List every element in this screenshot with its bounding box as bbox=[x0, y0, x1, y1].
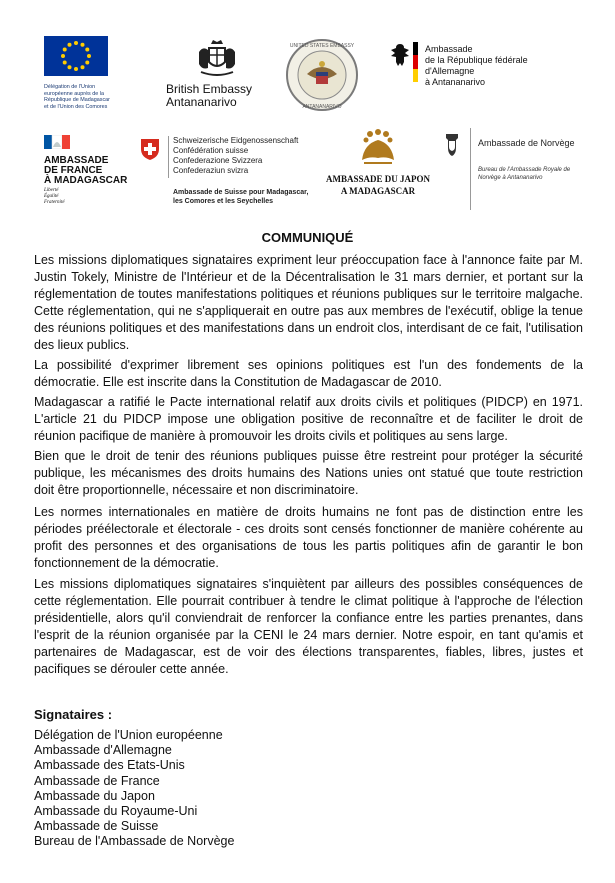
german-eagle-icon bbox=[389, 42, 411, 68]
norway-sub1: Bureau de l'Ambassade Royale de bbox=[478, 167, 571, 173]
swiss-bottom1: Ambassade de Suisse pour Madagascar, bbox=[173, 189, 309, 196]
paulownia-crest-icon bbox=[358, 128, 398, 166]
paragraph-4: Bien que le droit de tenir des réunions publiques puisse être restreint pour protéger la sécurité publique, les mécanismes des droits humains des Nations unies ont statué que toute restriction doit être proportionnelle, nécessaire et non discriminatoire. bbox=[34, 449, 583, 497]
signatory-item: Ambassade du Royaume-Uni bbox=[34, 804, 198, 819]
paragraph-2: La possibilité d'exprimer librement ses opinions politiques est l'un des fondements de la démocratie. Elle est inscrite dans la Constitution de Madagascar de 2010. bbox=[34, 358, 583, 389]
paragraph-6: Les missions diplomatiques signataires s'inquiètent par ailleurs des possibles conséquences de cette réglementation. Elle pourrait contribuer à tendre le climat politique à l'approche de l'élection présidentielle, alors qu'il conviendrait de renforcer la confiance entre les parties prenantes, dans l'esprit de la réunion organisée par la CENI le 24 mars dernier. Notre espoir, en tant qu'amis et partenaires de Madagascar, est de voir des élections transparentes, fiables, libres, justes et pacifiques se dérouler cette année. bbox=[34, 577, 583, 676]
signatory-item: Ambassade d'Allemagne bbox=[34, 743, 172, 758]
france-line2: DE FRANCE bbox=[44, 165, 103, 176]
uk-logo bbox=[160, 38, 270, 109]
eu-flag-icon bbox=[44, 36, 108, 76]
signatories-heading: Signataires : bbox=[34, 707, 113, 722]
paragraph-5: Les normes internationales en matière de droits humains ne font pas de distinction entre les périodes préélectorale et électorale - ces droits sont censés fonctionner de manière cohérente au profit des personnes et des organisations de tous les partis politiques afin de garantir le bon fonctionnement de la démocratie. bbox=[34, 505, 583, 570]
swiss-shield-icon bbox=[140, 138, 160, 161]
us-seal-bottom-text: ANTANANARIVO bbox=[302, 104, 342, 110]
paragraph-1: Les missions diplomatiques signataires expriment leur préoccupation face à l'annonce faite par M. Justin Tokely, Ministre de l'Intérieur et de la Décentralisation le 31 mars dernier, et portant sur la réglementation de toutes manifestations politiques et réunions publiques sur le territoire malgache. Cette réglementation, qui ne s'appliquerait en outre pas aux membres de l'exécutif, oblige la tenue des réunions politiques et des manifestations dans un endroit clos, interdisant de ce fait, l'utilisation des lieux publics. bbox=[34, 253, 583, 352]
us-embassy-seal-icon bbox=[285, 38, 359, 112]
paragraph-3: Madagascar a ratifié le Pacte international relatif aux droits civils et politiques (PIDCP) en 1971. L'article 21 du PIDCP impose une obligation positive de reconnaître et de faciliter le droit de réunion pacifique de manière à promouvoir les droits civils et politiques au sens large. bbox=[34, 395, 583, 443]
signatory-item: Ambassade de France bbox=[34, 773, 160, 788]
uk-embassy-line2: Antananarivo bbox=[166, 95, 237, 109]
swiss-lang1: Schweizerische Eidgenossenschaft bbox=[173, 136, 299, 145]
swiss-lang3: Confederazione Svizzera bbox=[173, 156, 263, 165]
france-line1: AMBASSADE bbox=[44, 155, 109, 166]
signatory-item: Ambassade des Etats-Unis bbox=[34, 758, 185, 773]
france-motto3: Fraternité bbox=[44, 200, 65, 205]
signatory-item: Délégation de l'Union européenne bbox=[34, 728, 223, 742]
us-seal-top-text: UNITED STATES EMBASSY bbox=[289, 43, 355, 49]
swiss-logo bbox=[140, 136, 310, 211]
marianne-icon bbox=[44, 135, 70, 149]
germany-line1: Ambassade bbox=[425, 44, 473, 54]
france-motto2: Égalité bbox=[44, 194, 59, 199]
us-seal bbox=[285, 38, 359, 112]
signatory-item: Ambassade du Japon bbox=[34, 788, 155, 803]
japan-logo bbox=[316, 128, 440, 197]
norway-title: Ambassade de Norvège bbox=[478, 138, 575, 148]
france-logo bbox=[44, 135, 144, 206]
germany-logo bbox=[389, 40, 579, 88]
uk-embassy-line1: British Embassy bbox=[166, 82, 253, 96]
france-line3: À MADAGASCAR bbox=[44, 175, 128, 186]
signatories-list bbox=[34, 728, 234, 850]
document-title: COMMUNIQUÉ bbox=[261, 230, 354, 245]
signatory-item: Ambassade de Suisse bbox=[34, 819, 159, 834]
eu-delegation-text: Délégation de l'Union européenne auprès de la République de Madagascar et de l'Union des Comores bbox=[44, 84, 110, 110]
eu-logo bbox=[44, 36, 110, 110]
royal-coat-of-arms-icon bbox=[193, 38, 241, 78]
swiss-lang2: Confédération suisse bbox=[173, 146, 249, 155]
german-flag-bar bbox=[413, 42, 418, 82]
france-motto1: Liberté bbox=[44, 188, 59, 193]
japan-line1: AMBASSADE DU JAPON bbox=[325, 174, 430, 184]
norway-lion-icon bbox=[442, 132, 462, 158]
germany-line2: de la République fédérale d'Allemagne bbox=[425, 55, 528, 76]
japan-line2: A MADAGASCAR bbox=[340, 186, 416, 196]
germany-line3: à Antananarivo bbox=[425, 77, 486, 87]
norway-sub2: Norvège à Antananarivo bbox=[478, 175, 543, 181]
swiss-bottom2: les Comores et les Seychelles bbox=[173, 198, 273, 205]
swiss-lang4: Confederaziun svizra bbox=[173, 166, 249, 175]
norway-logo bbox=[442, 128, 592, 208]
signatory-item: Bureau de l'Ambassade de Norvège bbox=[34, 834, 235, 849]
